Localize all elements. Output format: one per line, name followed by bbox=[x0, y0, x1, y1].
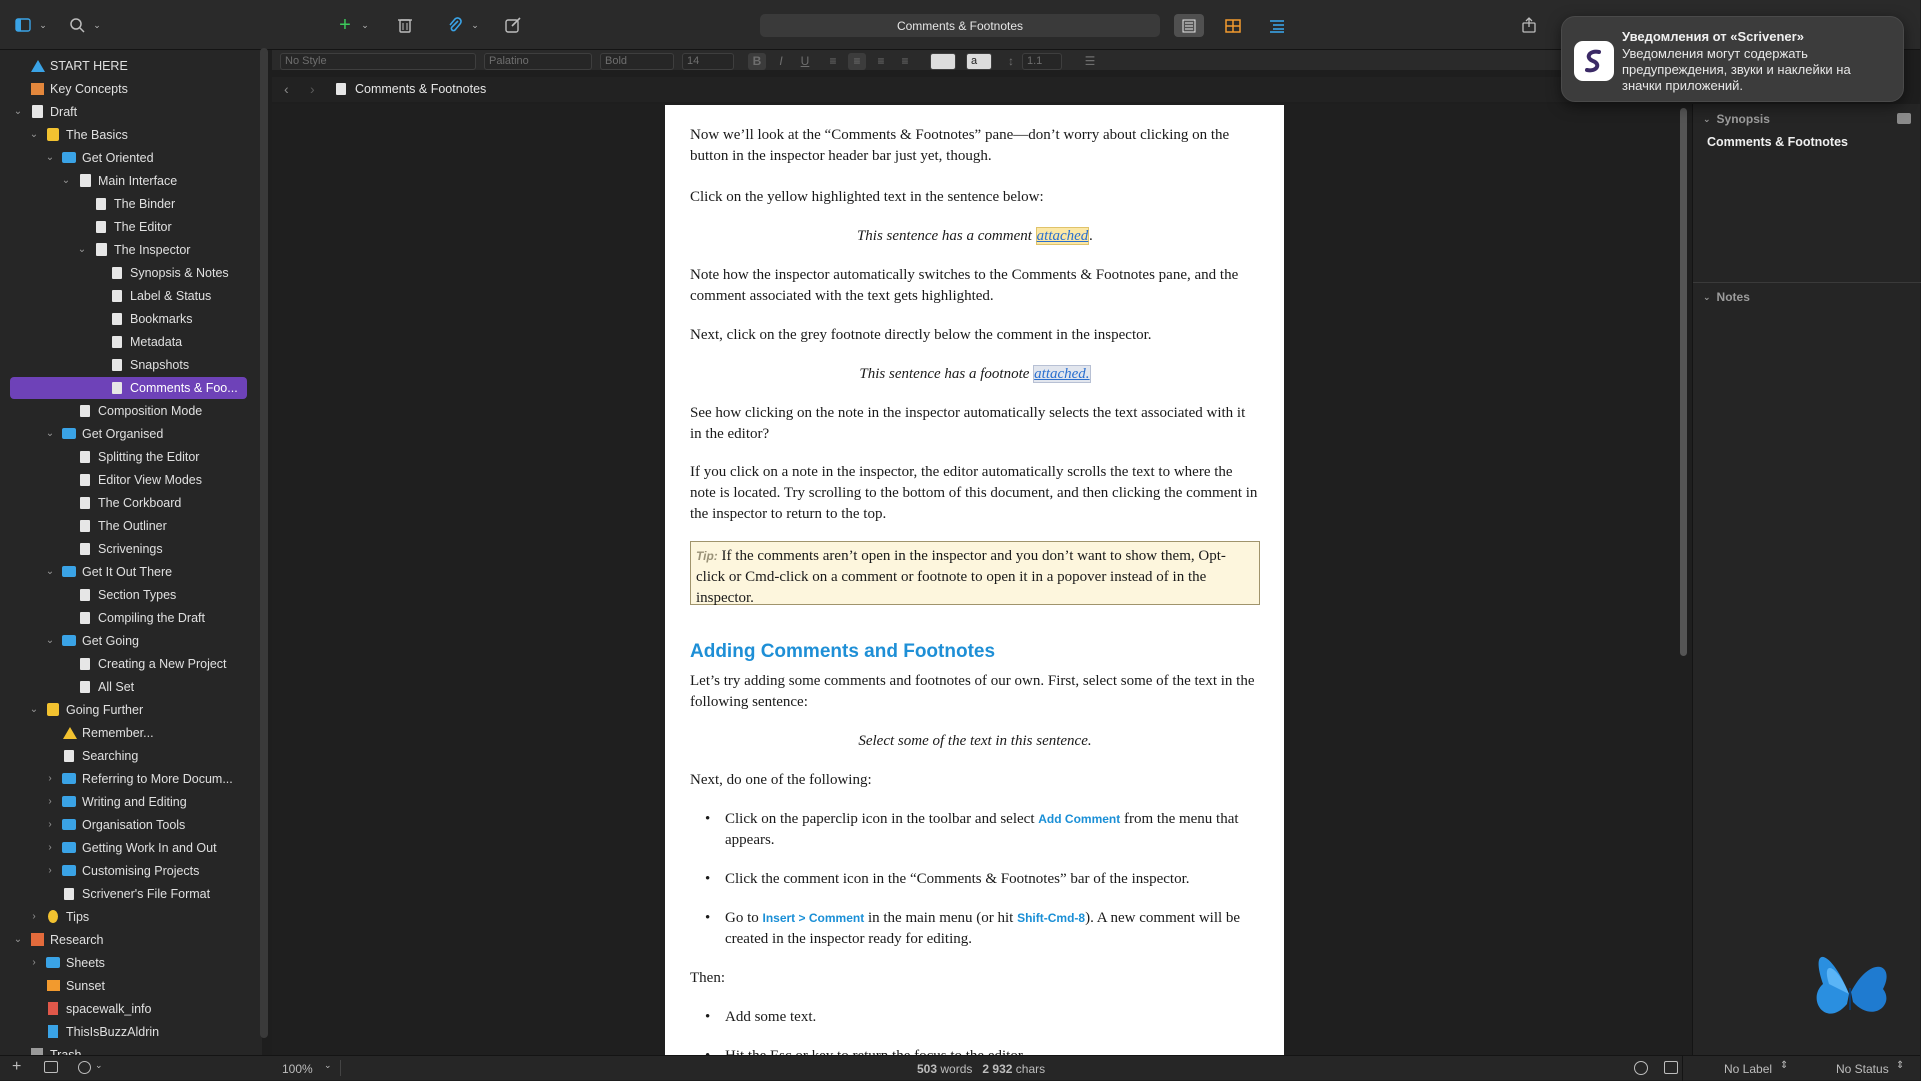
folder-icon bbox=[46, 957, 60, 968]
editor-scrollbar[interactable] bbox=[1680, 108, 1687, 656]
chevron-down-icon[interactable]: ⌄ bbox=[361, 19, 369, 30]
folder-icon bbox=[62, 773, 76, 784]
doc-icon bbox=[112, 382, 122, 394]
paragraph: Now we’ll look at the “Comments & Footnotes” pane—don’t worry about clicking on the button in the inspector header bar just yet, though. bbox=[690, 127, 1230, 164]
doc-icon bbox=[112, 290, 122, 302]
editor-page[interactable] bbox=[665, 105, 1284, 1055]
footnote-sentence bbox=[690, 364, 1260, 385]
doc-icon bbox=[80, 451, 90, 463]
binder-icon bbox=[47, 703, 59, 716]
binder-item[interactable] bbox=[0, 353, 262, 376]
binder-item[interactable] bbox=[0, 905, 262, 928]
align-right-icon[interactable]: ≡ bbox=[877, 54, 885, 68]
chevron-right-icon[interactable]: › bbox=[32, 910, 36, 922]
word-count bbox=[917, 1062, 1045, 1076]
notification-body: Уведомления могут содержать предупреждения, звуки и наклейки на значки приложений. bbox=[1622, 46, 1851, 93]
binder bbox=[0, 50, 262, 1055]
underline-button[interactable]: U bbox=[800, 54, 810, 68]
binder-item[interactable] bbox=[0, 307, 262, 330]
binder-item-label: All Set bbox=[98, 679, 135, 694]
compose-icon[interactable] bbox=[504, 12, 522, 38]
doc-icon bbox=[80, 405, 90, 417]
chevron-updown-icon: ⇕ bbox=[1780, 1060, 1789, 1071]
comment-anchor[interactable]: attached bbox=[1036, 228, 1089, 244]
paragraph: See how clicking on the note in the inspector automatically selects the text associated with it in the editor? bbox=[690, 405, 1246, 442]
doc-icon bbox=[112, 336, 122, 348]
binder-item[interactable] bbox=[0, 238, 262, 261]
list-text: Click on the paperclip icon in the toolbar and select bbox=[725, 811, 1039, 827]
binder-item-label: Sheets bbox=[66, 955, 105, 970]
document-icon bbox=[336, 83, 346, 95]
paragraph: Let’s try adding some comments and footnotes of our own. First, select some of the text in the following sentence: bbox=[690, 673, 1255, 710]
draft-icon bbox=[32, 105, 43, 118]
command-text: Add Comment bbox=[1038, 812, 1121, 826]
bullet: • bbox=[705, 811, 711, 827]
label-select[interactable]: No Label bbox=[1724, 1062, 1773, 1076]
corkboard-view-button[interactable] bbox=[1218, 14, 1248, 37]
binder-item[interactable] bbox=[0, 767, 262, 790]
binder-item-label: Metadata bbox=[130, 334, 183, 349]
chevron-updown-icon: ⇕ bbox=[1896, 1060, 1905, 1071]
binder-item-label: START HERE bbox=[50, 58, 128, 73]
binder-item-label: Writing and Editing bbox=[82, 794, 187, 809]
binder-item-label: Bookmarks bbox=[130, 311, 193, 326]
binder-item-label: The Binder bbox=[114, 196, 176, 211]
audio-icon bbox=[48, 1025, 58, 1038]
font-size-select[interactable]: 14 bbox=[682, 53, 734, 70]
binder-item[interactable] bbox=[0, 744, 262, 767]
doc-icon bbox=[112, 313, 122, 325]
chars-label: chars bbox=[1015, 1062, 1046, 1076]
back-icon[interactable]: ‹ bbox=[284, 81, 289, 97]
chevron-down-icon[interactable]: ⌄ bbox=[471, 19, 479, 30]
binder-item-label: Research bbox=[50, 932, 104, 947]
binder-item[interactable] bbox=[0, 813, 262, 836]
binder-item[interactable] bbox=[0, 146, 262, 169]
font-family-select[interactable]: Palatino bbox=[484, 53, 592, 70]
words-label: words bbox=[940, 1062, 973, 1076]
add-icon[interactable]: + bbox=[12, 1058, 22, 1075]
search-icon[interactable] bbox=[68, 12, 86, 38]
synopsis-header[interactable] bbox=[1693, 108, 1921, 130]
binder-item-label: Splitting the Editor bbox=[98, 449, 200, 464]
tip-box bbox=[690, 541, 1260, 605]
bulb-icon bbox=[48, 910, 58, 923]
chevron-right-icon[interactable]: › bbox=[48, 818, 52, 830]
binder-item-label: Going Further bbox=[66, 702, 144, 717]
outliner-view-button[interactable] bbox=[1262, 14, 1292, 37]
folder-icon bbox=[62, 796, 76, 807]
scrivener-app-icon bbox=[1574, 41, 1614, 81]
editor-doc-title: Comments & Footnotes bbox=[355, 82, 487, 96]
binder-item[interactable] bbox=[0, 859, 262, 882]
folder-icon bbox=[62, 152, 76, 163]
binder-item[interactable] bbox=[0, 790, 262, 813]
list-text: ). A new comment will be created in the inspector ready for editing. bbox=[725, 910, 1241, 947]
sentence-text: This sentence has a footnote bbox=[859, 366, 1034, 382]
binder-item-label: Get Going bbox=[82, 633, 139, 648]
binder-item-label: Get It Out There bbox=[82, 564, 173, 579]
doc-icon bbox=[80, 612, 90, 624]
doc-icon bbox=[96, 221, 106, 233]
binder-item[interactable] bbox=[0, 721, 262, 744]
doc-icon bbox=[80, 497, 90, 509]
binder-item-label: Getting Work In and Out bbox=[82, 840, 217, 855]
folder-icon bbox=[62, 635, 76, 646]
list-item bbox=[725, 809, 1260, 851]
status-select[interactable]: No Status bbox=[1836, 1062, 1889, 1076]
chevron-down-icon: ⌄ bbox=[1703, 113, 1711, 124]
chevron-right-icon[interactable]: › bbox=[48, 795, 52, 807]
binder-item-label: spacewalk_info bbox=[66, 1001, 152, 1016]
notification-title: Уведомления от «Scrivener» bbox=[1622, 29, 1804, 44]
divider bbox=[1693, 282, 1921, 283]
comment-sentence bbox=[690, 226, 1260, 247]
notification-banner[interactable] bbox=[1561, 16, 1904, 102]
binder-item-label: Get Oriented bbox=[82, 150, 154, 165]
status-bar bbox=[272, 1055, 1920, 1080]
chevron-right-icon[interactable]: › bbox=[48, 772, 52, 784]
notes-header[interactable] bbox=[1693, 286, 1921, 308]
chevron-down-icon[interactable]: ⌄ bbox=[45, 565, 55, 577]
binder-item-label: Composition Mode bbox=[98, 403, 203, 418]
pdf-icon bbox=[48, 1002, 58, 1015]
binder-item[interactable] bbox=[0, 376, 262, 399]
binder-item[interactable] bbox=[0, 399, 262, 422]
folder-icon bbox=[62, 842, 76, 853]
paragraph: Note how the inspector automatically switches to the Comments & Footnotes pane, and the comment associated with the text gets highlighted. bbox=[690, 267, 1239, 304]
binder-item[interactable] bbox=[0, 54, 262, 77]
binder-item[interactable] bbox=[0, 192, 262, 215]
footnote-anchor[interactable]: attached. bbox=[1034, 366, 1090, 382]
binder-item-label: Editor View Modes bbox=[98, 472, 202, 487]
butterfly-icon bbox=[1801, 944, 1897, 1039]
binder-item[interactable] bbox=[0, 100, 262, 123]
list-text: Go to bbox=[725, 910, 763, 926]
image-icon[interactable] bbox=[1897, 113, 1911, 124]
paragraph: Then: bbox=[690, 970, 725, 986]
align-center-icon[interactable]: ≡ bbox=[848, 53, 866, 70]
text-color-button[interactable] bbox=[930, 53, 956, 70]
target-icon[interactable] bbox=[1634, 1061, 1648, 1075]
paragraph: Next, click on the grey footnote directly below the comment in the inspector. bbox=[690, 327, 1152, 343]
doc-icon bbox=[64, 888, 74, 900]
doc-icon bbox=[80, 474, 90, 486]
chevron-down-icon[interactable]: ⌄ bbox=[29, 128, 39, 140]
doc-icon bbox=[80, 589, 90, 601]
warning-icon bbox=[63, 727, 77, 739]
font-weight-select[interactable]: Bold bbox=[600, 53, 674, 70]
doc-stack-icon bbox=[96, 243, 107, 256]
list-item bbox=[725, 908, 1260, 950]
binder-item[interactable] bbox=[0, 330, 262, 353]
bullet: • bbox=[705, 910, 711, 926]
paragraph: If you click on a note in the inspector, the editor automatically scrolls the text to where the note is located. Try scrolling to the bottom of this document, and then clicking the comment in the inspector to return to the top. bbox=[690, 464, 1258, 522]
zoom-level[interactable]: 100% bbox=[282, 1062, 313, 1076]
chevron-down-icon[interactable]: ⌄ bbox=[45, 427, 55, 439]
binder-item-label: Sunset bbox=[66, 978, 105, 993]
chevron-down-icon[interactable]: ⌄ bbox=[45, 634, 55, 646]
binder-item-label: Scrivenings bbox=[98, 541, 163, 556]
chevron-down-icon[interactable]: ⌄ bbox=[45, 151, 55, 163]
list-item: Click the comment icon in the “Comments & Footnotes” bar of the inspector. bbox=[725, 871, 1190, 887]
binder-item[interactable] bbox=[0, 422, 262, 445]
binder-item-label: The Outliner bbox=[98, 518, 167, 533]
chevron-right-icon[interactable]: › bbox=[48, 864, 52, 876]
bold-button[interactable]: B bbox=[748, 53, 766, 70]
editor-header bbox=[272, 77, 1692, 102]
words-count: 503 bbox=[917, 1062, 938, 1076]
chevron-down-icon[interactable]: ⌄ bbox=[39, 19, 47, 30]
chevron-down-icon[interactable]: ⌄ bbox=[13, 105, 23, 117]
binder-item[interactable] bbox=[0, 882, 262, 905]
italic-button[interactable]: I bbox=[779, 54, 783, 68]
bullet: • bbox=[705, 1009, 711, 1025]
divider bbox=[1682, 1056, 1683, 1081]
binder-item-label: Synopsis & Notes bbox=[130, 265, 229, 280]
binder-item-label: Label & Status bbox=[130, 288, 212, 303]
highlight-color-button[interactable]: a bbox=[966, 53, 992, 70]
tip-text: If the comments aren’t open in the inspector and you don’t want to show them, Opt-click or Cmd-click on a comment or footnote to open it in a popover instead of in the inspector. bbox=[696, 548, 1226, 606]
binder-item[interactable] bbox=[0, 514, 262, 537]
binder-item[interactable] bbox=[0, 997, 262, 1020]
research-icon bbox=[31, 933, 44, 946]
divider bbox=[340, 1060, 341, 1076]
binder-item-label: Customising Projects bbox=[82, 863, 200, 878]
align-left-icon[interactable]: ≡ bbox=[829, 54, 837, 68]
binder-item-label: Scrivener's File Format bbox=[82, 886, 211, 901]
align-justify-icon[interactable]: ≡ bbox=[901, 54, 909, 68]
doc-icon bbox=[64, 750, 74, 762]
binder-item-label: Key Concepts bbox=[50, 81, 128, 96]
binder-item[interactable] bbox=[0, 491, 262, 514]
add-icon[interactable]: + bbox=[339, 13, 351, 36]
forward-icon[interactable]: › bbox=[310, 81, 315, 97]
binder-item[interactable] bbox=[0, 629, 262, 652]
paperclip-icon[interactable] bbox=[446, 12, 464, 38]
trash-icon[interactable] bbox=[396, 12, 414, 38]
select-sentence: Select some of the text in this sentence. bbox=[858, 733, 1092, 749]
notes-label: Notes bbox=[1716, 290, 1750, 304]
doc-icon bbox=[112, 359, 122, 371]
binder-item[interactable] bbox=[0, 261, 262, 284]
binder-icon bbox=[47, 128, 59, 141]
sentence-text: This sentence has a comment bbox=[856, 228, 1036, 244]
binder-item[interactable] bbox=[0, 77, 262, 100]
bullet bbox=[705, 1046, 713, 1054]
binder-item-label: The Inspector bbox=[114, 242, 191, 257]
doc-icon bbox=[80, 658, 90, 670]
binder-item[interactable] bbox=[0, 974, 262, 997]
doc-icon bbox=[96, 198, 106, 210]
comment-icon[interactable] bbox=[1664, 1061, 1678, 1074]
binder-item-label: Searching bbox=[82, 748, 139, 763]
binder-item-label: Comments & Foo... bbox=[130, 380, 238, 395]
binder-item[interactable] bbox=[0, 445, 262, 468]
chevron-down-icon[interactable]: ⌄ bbox=[93, 19, 101, 30]
binder-item[interactable] bbox=[0, 698, 262, 721]
chevron-right-icon[interactable]: › bbox=[48, 841, 52, 853]
binder-item-label: Creating a New Project bbox=[98, 656, 227, 671]
scrivenings-view-button[interactable] bbox=[1174, 14, 1204, 37]
binder-item[interactable] bbox=[0, 652, 262, 675]
sentence-text: . bbox=[1089, 228, 1094, 244]
binder-item-label: Snapshots bbox=[130, 357, 190, 372]
binder-item[interactable] bbox=[0, 468, 262, 491]
synopsis-title[interactable]: Comments & Footnotes bbox=[1707, 135, 1848, 149]
chevron-down-icon[interactable]: ⌄ bbox=[324, 1060, 332, 1070]
binder-item[interactable] bbox=[0, 836, 262, 859]
binder-item[interactable] bbox=[0, 560, 262, 583]
style-select[interactable]: No Style bbox=[280, 53, 476, 70]
binder-item-label: Referring to More Docum... bbox=[82, 771, 233, 786]
binder-item[interactable] bbox=[0, 537, 262, 560]
chevron-right-icon[interactable]: › bbox=[32, 956, 36, 968]
chevron-down-icon[interactable]: ⌄ bbox=[13, 933, 23, 945]
chevron-down-icon[interactable]: ⌄ bbox=[95, 1060, 103, 1070]
format-bar bbox=[272, 50, 1692, 70]
chevron-down-icon[interactable]: ⌄ bbox=[77, 243, 87, 255]
list-item: Add some text. bbox=[725, 1009, 817, 1025]
line-spacing-icon: ↕ bbox=[1008, 54, 1014, 68]
binder-item[interactable] bbox=[0, 123, 262, 146]
image-icon bbox=[47, 980, 60, 991]
chevron-down-icon[interactable]: ⌄ bbox=[29, 703, 39, 715]
binder-item[interactable] bbox=[0, 284, 262, 307]
binder-item-label: ThisIsBuzzAldrin bbox=[66, 1024, 160, 1039]
binder-item[interactable] bbox=[0, 928, 262, 951]
binder-item-label: The Editor bbox=[114, 219, 172, 234]
list-text: from the menu that appears. bbox=[725, 811, 1239, 848]
folder-icon bbox=[62, 819, 76, 830]
binder-item[interactable] bbox=[0, 1020, 262, 1043]
doc-icon bbox=[80, 543, 90, 555]
binder-scrollbar[interactable] bbox=[260, 48, 268, 1038]
bullet: • bbox=[705, 871, 711, 887]
document-title: Comments & Footnotes bbox=[760, 14, 1160, 37]
binder-item-label: The Corkboard bbox=[98, 495, 182, 510]
inspector bbox=[1692, 104, 1920, 1055]
binder-item-label: Organisation Tools bbox=[82, 817, 186, 832]
binder-item-label: Tips bbox=[66, 909, 90, 924]
tip-label: Tip: bbox=[696, 549, 718, 563]
synopsis-label: Synopsis bbox=[1716, 112, 1770, 126]
chevron-down-icon: ⌄ bbox=[1703, 291, 1711, 302]
binder-item-label: Section Types bbox=[98, 587, 177, 602]
binder-item-label: Remember... bbox=[82, 725, 154, 740]
doc-icon bbox=[80, 681, 90, 693]
binder-item-label: Draft bbox=[50, 104, 78, 119]
chars-count: 2 932 bbox=[982, 1062, 1013, 1076]
binder-item[interactable] bbox=[0, 215, 262, 238]
binder-bottom-bar bbox=[0, 1055, 272, 1080]
binder-item-label: Compiling the Draft bbox=[98, 610, 205, 625]
warning-icon bbox=[31, 60, 45, 72]
line-spacing-select[interactable]: 1.1 bbox=[1022, 53, 1062, 70]
binder-item-label: The Basics bbox=[66, 127, 128, 142]
doc-stack-icon bbox=[80, 174, 91, 187]
add-folder-icon[interactable] bbox=[44, 1061, 58, 1073]
command-text: Shift-Cmd-8 bbox=[1017, 911, 1086, 925]
list-text: in the main menu (or hit bbox=[864, 910, 1018, 926]
binder-item[interactable] bbox=[0, 169, 262, 192]
paragraph: Click on the yellow highlighted text in the sentence below: bbox=[690, 189, 1044, 205]
list-icon[interactable]: ☰ bbox=[1084, 54, 1096, 68]
section-heading: Adding Comments and Footnotes bbox=[690, 641, 996, 662]
folder-icon bbox=[62, 428, 76, 439]
folder-icon bbox=[62, 865, 76, 876]
binder-item[interactable] bbox=[0, 606, 262, 629]
chevron-down-icon[interactable]: ⌄ bbox=[61, 174, 71, 186]
doc-icon bbox=[112, 267, 122, 279]
binder-item-label: Main Interface bbox=[98, 173, 178, 188]
more-options-icon[interactable] bbox=[78, 1061, 91, 1074]
binder-item[interactable] bbox=[0, 951, 262, 974]
binder-item[interactable] bbox=[0, 675, 262, 698]
binder-item[interactable] bbox=[0, 583, 262, 606]
doc-icon bbox=[80, 520, 90, 532]
sidebar-toggle-icon[interactable] bbox=[14, 12, 32, 38]
presentation-icon bbox=[31, 83, 44, 95]
share-icon[interactable] bbox=[1520, 12, 1538, 38]
paragraph: Next, do one of the following: bbox=[690, 772, 872, 788]
command-text: Insert > Comment bbox=[762, 911, 865, 925]
binder-item-label: Get Organised bbox=[82, 426, 164, 441]
folder-icon bbox=[62, 566, 76, 577]
